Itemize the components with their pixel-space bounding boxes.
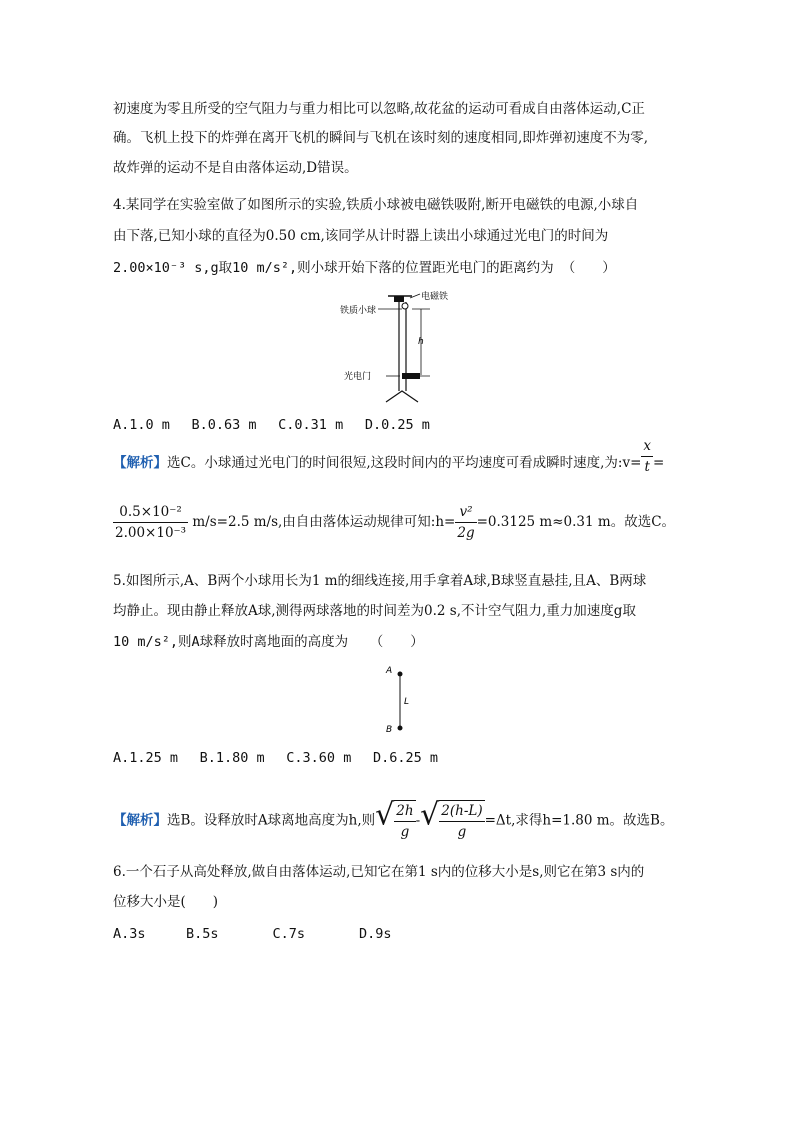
para-line-1: 初速度为零且所受的空气阻力与重力相比可以忽略,故花盆的运动可看成自由落体运动,C正 xyxy=(113,101,645,117)
para-line-3: 故炸弹的运动不是自由落体运动,D错误。 xyxy=(113,160,358,176)
label-b: B xyxy=(386,725,393,735)
label-a: A xyxy=(386,666,393,676)
magnet-label: 电磁铁 xyxy=(421,292,449,302)
q5-options: A.1.25 m B.1.80 m C.3.60 m D.6.25 m xyxy=(113,750,438,766)
q5-line-2: 均静止。现由静止释放A球,测得两球落地的时间差为0.2 s,不计空气阻力,重力加速度g取 xyxy=(113,603,636,619)
q4-analysis-line-2: $\frac{\text{0.5×10⁻²}}{\text{2.00×10⁻³}}$ m/s=2.5 m/s,由自由落体运动规律可知:h= $\frac{\text{v²}}{2g}$ =0.3125 m≈0.31 m。故选C。 xyxy=(115,504,676,541)
q4-analysis-line-1: 【解析】选C。小球通过光电门的时间很短,这段时间内的平均速度可看成瞬时速度,为:v= $\frac{x}{t}$ = xyxy=(113,438,665,475)
q4-line-2: 由下落,已知小球的直径为0.50 cm,该同学从计时器上读出小球通过光电门的时间为 xyxy=(113,228,609,244)
q4-options: A.1.0 m B.0.63 m C.0.31 m D.0.25 m xyxy=(113,417,430,433)
ball-label: 铁质小球 xyxy=(340,306,377,316)
h-label: h xyxy=(418,337,424,347)
analysis-tag: 【解析】 xyxy=(113,455,167,471)
label-l: L xyxy=(404,697,410,707)
q5-analysis: 【解析】选B。设释放时A球离地高度为h,则√ $\frac{2h}{g}$ -√ $\frac{2(h-L)}{g}$ =Δt,求得h=1.80 m。故选B。 xyxy=(113,797,674,840)
q6-options: A.3s B.5s C.7s D.9s xyxy=(113,926,392,942)
q4-line-1: 4.某同学在实验室做了如图所示的实验,铁质小球被电磁铁吸附,断开电磁铁的电源,小球自 xyxy=(113,197,639,213)
q6-line-1: 6.一个石子从高处释放,做自由落体运动,已知它在第1 s内的位移大小是s,则它在第3 s内的 xyxy=(113,864,645,880)
q4-line-3: 2.00×10⁻³ s,g取10 m/s²,则小球开始下落的位置距光电门的距离约为 （ ） xyxy=(113,260,616,276)
gate-label: 光电门 xyxy=(344,372,372,382)
q5-line-1: 5.如图所示,A、B两个小球用长为1 m的细线连接,用手拿着A球,B球竖直悬挂,且A、B两球 xyxy=(113,573,647,589)
q4-figure xyxy=(330,288,460,406)
q5-line-3: 10 m/s²,则A球释放时离地面的高度为 （ ） xyxy=(113,634,424,650)
para-line-2: 确。飞机上投下的炸弹在离开飞机的瞬间与飞机在该时刻的速度相同,即炸弹初速度不为零, xyxy=(113,130,649,146)
q5-figure xyxy=(384,662,424,738)
q6-line-2: 位移大小是( ) xyxy=(113,894,219,910)
analysis-tag: 【解析】 xyxy=(113,812,167,829)
